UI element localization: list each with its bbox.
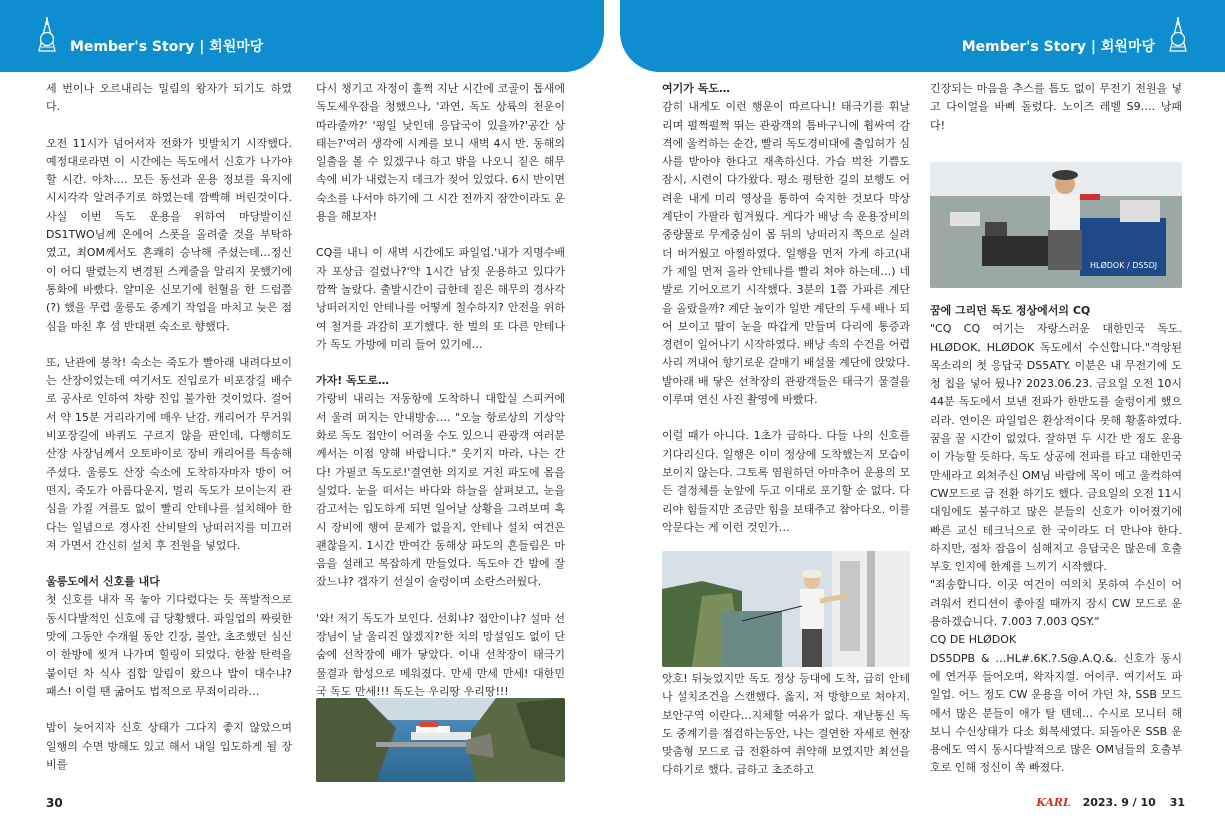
paragraph: 첫 신호를 내자 목 놓아 기다렸다는 듯 폭발적으로 동시다발적인 신호에 급 당황했다. 파일업의 짜릿한 맛에 그동안 수개월 동안 긴장, 불안, 초조했던 심신이 한방에 씻겨 나가며 힐링이 되었다. 한참 탄력을 붙이던 차 식사 집합 알림이 왔으나 밥이 대수냐? 패스! 이럴 땐 굶어도 법적으로 무죄이리라… [46, 593, 292, 698]
section-heading: 울릉도에서 신호를 내다 [46, 575, 160, 589]
paragraph: 다시 챙기고 자정이 훌쩍 지난 시간에 코골이 톱새에 독도세우잠을 청했으나, '과연, 독도 상륙의 천운이 따라줄까?' '평일 낮인데 응답국이 있을까?'공간 상태는?'여러 생각에 시계를 보니 새벽 4시 반. 동해의 일출을 볼 수 있겠구나 하고 밖을 나오니 짙은 해무 속에 비가 내렸는지 데크가 젖어 있었다. 6시 반이면 숙소를 나서야 하기에 그 시간 전까지 잠깐이라도 운용을 해보자! [316, 82, 565, 224]
header-left-title: Member's Story | 회원마당 [70, 39, 264, 55]
section-heading: 꿈에 그리던 독도 정상에서의 CQ [930, 304, 1091, 317]
section-heading: 여기가 독도… [662, 82, 730, 95]
paragraph: 앗호! 뒤늦었지만 독도 정상 등대에 도착, 급히 안테나 설치조건을 스캔했다. 옳지, 저 방향으로 쳐야지. 보안구역 이란다…지체할 여유가 없다. 재난통신 독도 중계기를 점검하는동안, 나는 결연한 자세로 현장 맞춤형 모드로 급 전환하여 취약해 보였지만 최선을 다하기로 했다. 급하고 초조하고 [662, 672, 910, 777]
article-column-2 [316, 80, 565, 719]
karl-brand: KARL [1036, 796, 1071, 809]
radio-operator-photo [930, 162, 1182, 288]
station-banner-label: HLØDOK / DS5DJ [1090, 261, 1158, 270]
paragraph: 이럴 때가 아니다. 1초가 급하다. 다들 나의 신호를 기다리신다. 일행은 이미 정상에 도착했는지 모습이 보이지 않는다. 그토록 염원하던 아마추어 운용의 모든 결정체를 눈앞에 두고 이대로 포기할 순 없다. 다리야 힘들지만 조금만 힘을 보태주고 참아다오. 이를 악문다는 게 이런 것인가… [662, 429, 910, 534]
karl-logo-icon [36, 17, 58, 53]
paragraph: 가랑비 내리는 저동항에 도착하니 대합실 스피커에서 울려 퍼지는 안내방송…. "오늘 항로상의 기상악화로 독도 접안이 어려울 수도 있으니 관광객 여러분께서는 이점 양해 바랍니다." 웃기지 마라, 나는 간다! 가필코 독도로!'결연한 의지로 거친 파도에 몸을 실었다. 눈을 떠서는 바다와 하늘을 살펴보고, 눈을 감고서는 입도하게 되면 일어날 상황을 그려보며 혹시 장비에 행여 문제가 없을지, 안테나 설치 여건은 괜찮을지. 1시간 반여간 동해상 파도의 흔들림은 마음을 설레고 복잡하게 만들었다. 독도야 간 밤에 잘 잤느냐? 갭자기 선실이 술렁이며 소란스러웠다. [316, 392, 565, 589]
paragraph: 세 번이나 오르내리는 밀림의 왕자가 되기도 하였다. [46, 82, 292, 114]
article-column-3 [662, 80, 910, 555]
issue-label: 2023. 9 / 10 [1082, 796, 1156, 809]
header-right-banner [620, 0, 1225, 72]
page-number-left: 30 [46, 796, 63, 810]
article-column-1 [46, 80, 292, 792]
paragraph: DS5DPB & …HL#.6K.?.S@.A.Q.&. 신호가 동시에 연거푸 들어오며, 왁자지껄. 어이쿠. 여기서도 파일업. 어느 정도 CW 운용을 이어 가던 차, SSB 모드에서 많은 분들이 애가 탈 텐데… 수시로 모니터 해 보니 수신상태가 다소 회복세였다. 되돌아온 SSB 운용에도 역시 동시다발적으로 많은 OM님들의 호출부호로 인해 정신이 쏙 빠졌다. [930, 651, 1182, 775]
lighthouse-climb-photo [662, 551, 910, 667]
paragraph: 또, 난관에 봉착! 숙소는 죽도가 빨아래 내려다보이는 산장이었는데 여기서도 진입로가 비포장길 배수로 공사로 인하여 차량 진입 불가한 것이었다. 걸어서 약 15분 거리라기에 매우 난감. 캐리어가 무거워 비포장길에 바퀴도 구르지 않을 판인데, 다행히도 산장 사장님께서 오토바이로 장비 캐리어를 특송해 주셨다. 울릉도 산장 숙소에 도착하자마자 방이 어떤지, 죽도가 아름다운지, 멀리 독도가 보이는지 관심을 가질 겨를도 없이 빨리 안테나를 설치해야 한다는 일념으로 경사진 산비탈의 낭떠러지를 미끄러져 가면서 간신히 설치 후 전원을 넣었다. [46, 355, 292, 552]
page-number-right: 31 [1169, 796, 1185, 809]
article-column-4 [930, 302, 1182, 796]
article-column-3-bottom [662, 670, 910, 798]
footer-right [1036, 796, 1185, 809]
paragraph: '와! 저기 독도가 보인다. 선회냐? 접안이냐? 설마 선장님이 날 울리진 않겠지?'한 치의 망설임도 없이 단숨에 선착장에 배가 닿았다. 이내 선착장이 태극기 물결과 함성으로 메워졌다. 만세 만세 만세! 대한민국 독도 만세!!! 독도는 우리땅 우리땅!!! [316, 611, 565, 698]
article-column-4-top [930, 80, 1182, 153]
paragraph: 오전 11시가 넘어서자 전화가 빗발치기 시작했다. 예정대로라면 이 시간에는 독도에서 신호가 나가야 할 시간. 아차…. 모든 동선과 운용 정보를 육지에 시시각각 알려주기로 하였는데 깜빡해 버린것이다. 사실 이번 독도 운용을 위하여 마당발이신 DS1TWO님께 온에어 스폿을 올려줄 것을 부탁하였고, 최OM께서도 흔쾌히 승낙해 주셨는데…정신이 어디 팔렸는지 변경된 스케줄을 알리지 못했기에 통화에 바빴다. 얄미운 신모기에 헌혈을 한 드럼쯤(?) 했을 무렵 울릉도 중계기 작업을 마치고 늦은 점심을 마친 후 섬 반대편 숙소로 향했다. [46, 136, 292, 333]
paragraph: 긴장되는 마음을 추스를 틈도 없이 무전기 전원을 넣고 다이얼을 바삐 돌렸다. 노이즈 레벨 S9…. 낭패다! [930, 82, 1182, 132]
paragraph: "죄송합니다. 이곳 여건이 여의치 못하여 수신이 어려워서 컨디션이 좋아질 때까지 잠시 CW 모드로 운용하겠습니다. 7.003 7.003 QSY." [930, 578, 1182, 629]
section-heading: 가자! 독도로… [316, 374, 389, 388]
dokdo-harbor-photo [316, 698, 565, 782]
header-right-title: Member's Story | 회원마당 [961, 39, 1155, 55]
paragraph: 감히 내게도 이런 행운이 따르다니! 태극기를 휘날리며 펄쩍펄쩍 뛰는 관광객의 틈바구니에 휩싸여 감격에 울컥하는 순간, 빨리 독도경비대에 출입허가 심사를 받아야 한다고 재촉하신다. 가슴 벅찬 기쁨도 잠시, 시련이 다가왔다. 평소 평탄한 길의 보행도 어려운 내게 미리 영상을 통하여 숙지한 것보다 막상 계단이 가팔라 힘겨웠다. 게다가 배낭 속 운용장비의 중량물로 무게중심이 몸 뒤의 낭떠러지 쪽으로 실려 더 버거웠고 아찔하였다. 일행을 먼저 가게 하고(내가 제일 먼저 올라 안테나를 빨리 쳐야 하는데…) 네 발로 기어오르기 시작했다. 3분의 1쯤 가파른 계단을 올랐을까? 계단 높이가 일반 계단의 두세 배나 되어 보이고 땀이 눈을 따갑게 만들며 다리에 통증과 경련이 일어나기 시작하였다. 배낭 속의 수건을 어렵사리 꺼내어 향기로운 갈매기 배설물 계단에 앉았다. 발아래 배 닿은 선착장의 관광객들은 태극기 물결을 이루며 연신 사진 촬영에 바빴다. [662, 100, 910, 407]
karl-logo-icon [1167, 17, 1189, 53]
paragraph: 밤이 늦어지자 신호 상태가 그다지 좋지 않았으며 일행의 수면 방해도 있고 해서 내일 입도하게 될 장비를 [46, 721, 292, 771]
header-left-banner [0, 0, 604, 72]
paragraph: "CQ CQ 여기는 자랑스러운 대한민국 독도. HLØDOK, HLØDOK 독도에서 수신합니다."격앙된 목소리의 첫 응답국 DS5ATY. 이분은 내 무전기에 도청 칩을 넣어 뒀나? 2023.06.23. 금요일 오전 10시 44분 독도에서 보낸 전파가 한반도를 술렁이게 했으리라. 연이은 파일업은 환상적이다 못해 황홀하였다. 꿈을 꿀 시간이 없었다. 잘하면 두 시간 반 정도 운용이 가능할 듯하다. 독도 상공에 전파를 타고 대한민국 만세라고 외쳐주신 OM님 바람에 목이 메고 울컥하여 CW모드로 급 전환 하기도 했다. 금요일의 오전 11시대임에도 불구하고 많은 분들의 신호가 이어졌기에 빠른 교신 테크닉으로 한 국이라도 더 만나야 한다. 하지만, 점차 잡음이 심해지고 응답국은 많은데 호출부호 인지에 한계를 느끼기 시작했다. [930, 322, 1182, 574]
paragraph: CQ DE HLØDOK [930, 633, 1017, 647]
paragraph: CQ를 내니 이 새벽 시간에도 파일업.'내가 지명수배자 포상금 걸렸나?'약 1시간 남짓 운용하고 있다가 깜짝 놀랐다. 출발시간이 급한데 짙은 해무의 경사각 낭떠러지인 안테나를 어떻게 철수하지? 안전을 위하여 철거를 과감히 포기했다. 한 벌의 또 다른 안테나가 독도 가방에 미리 들어 있기에… [316, 246, 565, 351]
